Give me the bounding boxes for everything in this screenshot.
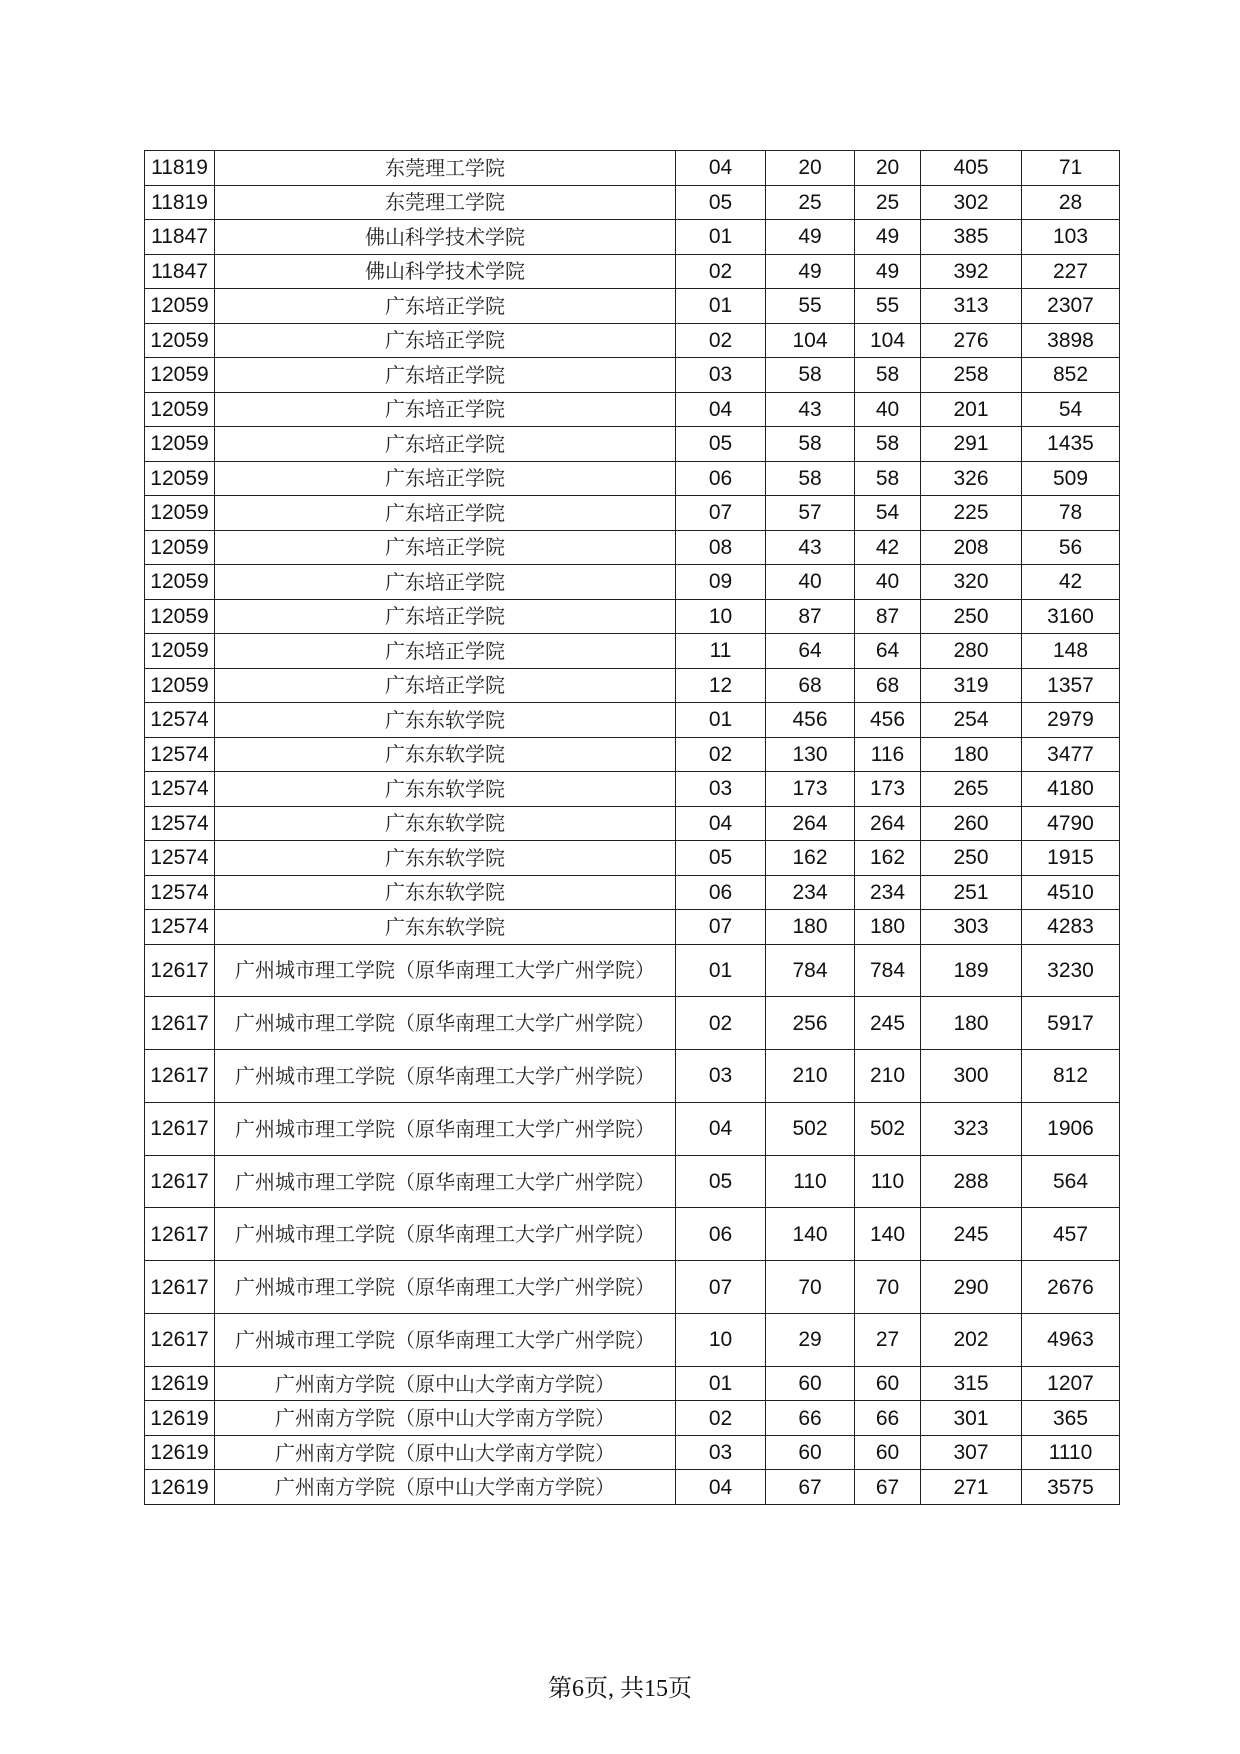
school-name-cell: 广东东软学院 [215,772,676,807]
admitted-count-cell: 234 [855,875,921,910]
admitted-count-cell: 502 [855,1102,921,1155]
plan-count-cell: 43 [766,530,855,565]
admitted-count-cell: 210 [855,1050,921,1103]
table-row [145,1401,1120,1436]
table-row [145,1314,1120,1367]
table-row [145,461,1120,496]
school-name-cell: 广东东软学院 [215,910,676,945]
school-code-cell: 12059 [145,392,215,427]
admitted-count-cell: 54 [855,496,921,531]
admitted-count-cell: 784 [855,944,921,997]
min-score-cell: 225 [921,496,1022,531]
school-name-cell: 广东培正学院 [215,461,676,496]
min-rank-cell: 54 [1022,392,1120,427]
plan-count-cell: 234 [766,875,855,910]
admitted-count-cell: 58 [855,427,921,462]
school-code-cell: 12059 [145,565,215,600]
min-rank-cell: 227 [1022,254,1120,289]
table-row [145,323,1120,358]
min-rank-cell: 1207 [1022,1366,1120,1401]
table-body [145,151,1120,1505]
school-name-cell: 广州城市理工学院（原华南理工大学广州学院） [215,1102,676,1155]
admitted-count-cell: 55 [855,289,921,324]
min-score-cell: 250 [921,599,1022,634]
school-code-cell: 12617 [145,1050,215,1103]
school-code-cell: 12059 [145,289,215,324]
school-code-cell: 12574 [145,910,215,945]
min-score-cell: 260 [921,806,1022,841]
school-code-cell: 12059 [145,358,215,393]
min-score-cell: 202 [921,1314,1022,1367]
table-row [145,910,1120,945]
admitted-count-cell: 40 [855,392,921,427]
group-code-cell: 07 [676,1261,766,1314]
plan-count-cell: 58 [766,461,855,496]
admitted-count-cell: 87 [855,599,921,634]
min-score-cell: 180 [921,737,1022,772]
min-rank-cell: 852 [1022,358,1120,393]
school-name-cell: 广东培正学院 [215,530,676,565]
admitted-count-cell: 60 [855,1366,921,1401]
school-name-cell: 广州城市理工学院（原华南理工大学广州学院） [215,997,676,1050]
plan-count-cell: 173 [766,772,855,807]
school-name-cell: 广州城市理工学院（原华南理工大学广州学院） [215,1208,676,1261]
group-code-cell: 04 [676,151,766,186]
school-code-cell: 11819 [145,151,215,186]
min-score-cell: 301 [921,1401,1022,1436]
min-score-cell: 251 [921,875,1022,910]
table-row [145,772,1120,807]
group-code-cell: 03 [676,772,766,807]
plan-count-cell: 502 [766,1102,855,1155]
min-rank-cell: 457 [1022,1208,1120,1261]
min-rank-cell: 812 [1022,1050,1120,1103]
min-score-cell: 303 [921,910,1022,945]
school-code-cell: 11819 [145,185,215,220]
table-row [145,220,1120,255]
group-code-cell: 01 [676,289,766,324]
group-code-cell: 11 [676,634,766,669]
admission-table [144,150,1120,1505]
admitted-count-cell: 40 [855,565,921,600]
plan-count-cell: 210 [766,1050,855,1103]
school-code-cell: 12617 [145,1261,215,1314]
plan-count-cell: 456 [766,703,855,738]
min-rank-cell: 2307 [1022,289,1120,324]
group-code-cell: 04 [676,806,766,841]
table-row [145,1470,1120,1505]
group-code-cell: 07 [676,496,766,531]
school-code-cell: 12059 [145,634,215,669]
plan-count-cell: 29 [766,1314,855,1367]
group-code-cell: 03 [676,358,766,393]
table-row [145,530,1120,565]
plan-count-cell: 64 [766,634,855,669]
admitted-count-cell: 110 [855,1155,921,1208]
group-code-cell: 06 [676,461,766,496]
group-code-cell: 03 [676,1050,766,1103]
admitted-count-cell: 245 [855,997,921,1050]
min-rank-cell: 3160 [1022,599,1120,634]
table-row [145,427,1120,462]
admitted-count-cell: 25 [855,185,921,220]
school-name-cell: 广州城市理工学院（原华南理工大学广州学院） [215,1155,676,1208]
plan-count-cell: 256 [766,997,855,1050]
admitted-count-cell: 116 [855,737,921,772]
admitted-count-cell: 49 [855,220,921,255]
group-code-cell: 01 [676,703,766,738]
school-code-cell: 12617 [145,1208,215,1261]
admitted-count-cell: 70 [855,1261,921,1314]
school-name-cell: 广东东软学院 [215,703,676,738]
min-rank-cell: 564 [1022,1155,1120,1208]
school-name-cell: 东莞理工学院 [215,185,676,220]
group-code-cell: 02 [676,254,766,289]
min-rank-cell: 4510 [1022,875,1120,910]
min-rank-cell: 2676 [1022,1261,1120,1314]
admitted-count-cell: 180 [855,910,921,945]
min-rank-cell: 56 [1022,530,1120,565]
school-name-cell: 广州城市理工学院（原华南理工大学广州学院） [215,1261,676,1314]
group-code-cell: 10 [676,1314,766,1367]
school-name-cell: 广东培正学院 [215,358,676,393]
school-code-cell: 12617 [145,1314,215,1367]
group-code-cell: 02 [676,737,766,772]
table-row [145,997,1120,1050]
school-name-cell: 广东培正学院 [215,599,676,634]
min-score-cell: 307 [921,1435,1022,1470]
min-rank-cell: 4180 [1022,772,1120,807]
min-rank-cell: 78 [1022,496,1120,531]
admitted-count-cell: 140 [855,1208,921,1261]
school-code-cell: 12619 [145,1366,215,1401]
admitted-count-cell: 58 [855,358,921,393]
school-name-cell: 广东培正学院 [215,392,676,427]
table-row [145,1208,1120,1261]
plan-count-cell: 55 [766,289,855,324]
admitted-count-cell: 64 [855,634,921,669]
school-name-cell: 广东培正学院 [215,289,676,324]
table-row [145,875,1120,910]
admitted-count-cell: 173 [855,772,921,807]
school-name-cell: 广东培正学院 [215,496,676,531]
min-rank-cell: 3477 [1022,737,1120,772]
min-score-cell: 265 [921,772,1022,807]
group-code-cell: 04 [676,392,766,427]
school-name-cell: 广东培正学院 [215,634,676,669]
table-row [145,668,1120,703]
school-name-cell: 广州南方学院（原中山大学南方学院） [215,1401,676,1436]
min-rank-cell: 2979 [1022,703,1120,738]
school-name-cell: 广东东软学院 [215,875,676,910]
school-code-cell: 12574 [145,772,215,807]
plan-count-cell: 60 [766,1366,855,1401]
plan-count-cell: 68 [766,668,855,703]
table-row [145,1435,1120,1470]
school-name-cell: 广州城市理工学院（原华南理工大学广州学院） [215,1314,676,1367]
plan-count-cell: 104 [766,323,855,358]
school-code-cell: 12617 [145,1155,215,1208]
min-score-cell: 208 [921,530,1022,565]
group-code-cell: 01 [676,220,766,255]
school-name-cell: 广东东软学院 [215,806,676,841]
school-name-cell: 广东培正学院 [215,323,676,358]
school-name-cell: 广州南方学院（原中山大学南方学院） [215,1470,676,1505]
table-row [145,1102,1120,1155]
plan-count-cell: 25 [766,185,855,220]
group-code-cell: 06 [676,1208,766,1261]
min-score-cell: 291 [921,427,1022,462]
school-code-cell: 12574 [145,875,215,910]
school-name-cell: 广州城市理工学院（原华南理工大学广州学院） [215,1050,676,1103]
school-name-cell: 广州南方学院（原中山大学南方学院） [215,1366,676,1401]
admission-table-container [144,150,1119,1505]
school-code-cell: 12617 [145,944,215,997]
table-row [145,289,1120,324]
school-name-cell: 东莞理工学院 [215,151,676,186]
min-score-cell: 290 [921,1261,1022,1314]
min-score-cell: 180 [921,997,1022,1050]
table-row [145,841,1120,876]
min-score-cell: 326 [921,461,1022,496]
school-code-cell: 12617 [145,1102,215,1155]
admitted-count-cell: 49 [855,254,921,289]
min-score-cell: 319 [921,668,1022,703]
table-row [145,496,1120,531]
min-rank-cell: 1435 [1022,427,1120,462]
min-score-cell: 201 [921,392,1022,427]
plan-count-cell: 87 [766,599,855,634]
min-rank-cell: 5917 [1022,997,1120,1050]
plan-count-cell: 58 [766,358,855,393]
group-code-cell: 02 [676,997,766,1050]
school-name-cell: 广州南方学院（原中山大学南方学院） [215,1435,676,1470]
table-row [145,151,1120,186]
group-code-cell: 04 [676,1102,766,1155]
min-rank-cell: 3898 [1022,323,1120,358]
group-code-cell: 02 [676,323,766,358]
group-code-cell: 06 [676,875,766,910]
min-score-cell: 258 [921,358,1022,393]
school-code-cell: 12574 [145,841,215,876]
school-name-cell: 广东培正学院 [215,427,676,462]
group-code-cell: 01 [676,944,766,997]
table-row [145,1261,1120,1314]
min-rank-cell: 1110 [1022,1435,1120,1470]
min-rank-cell: 4790 [1022,806,1120,841]
table-row [145,1155,1120,1208]
group-code-cell: 04 [676,1470,766,1505]
table-row [145,634,1120,669]
table-row [145,599,1120,634]
min-score-cell: 245 [921,1208,1022,1261]
min-score-cell: 323 [921,1102,1022,1155]
min-rank-cell: 3230 [1022,944,1120,997]
plan-count-cell: 49 [766,254,855,289]
school-code-cell: 12059 [145,530,215,565]
school-code-cell: 12574 [145,806,215,841]
table-row [145,185,1120,220]
min-score-cell: 392 [921,254,1022,289]
school-name-cell: 广东东软学院 [215,841,676,876]
group-code-cell: 07 [676,910,766,945]
plan-count-cell: 180 [766,910,855,945]
plan-count-cell: 49 [766,220,855,255]
min-score-cell: 271 [921,1470,1022,1505]
min-rank-cell: 4283 [1022,910,1120,945]
school-code-cell: 12617 [145,997,215,1050]
plan-count-cell: 784 [766,944,855,997]
admitted-count-cell: 68 [855,668,921,703]
min-rank-cell: 1915 [1022,841,1120,876]
min-score-cell: 315 [921,1366,1022,1401]
group-code-cell: 03 [676,1435,766,1470]
admitted-count-cell: 67 [855,1470,921,1505]
min-score-cell: 280 [921,634,1022,669]
table-row [145,737,1120,772]
plan-count-cell: 67 [766,1470,855,1505]
school-name-cell: 广东东软学院 [215,737,676,772]
plan-count-cell: 40 [766,565,855,600]
min-rank-cell: 1357 [1022,668,1120,703]
min-score-cell: 320 [921,565,1022,600]
min-score-cell: 276 [921,323,1022,358]
school-name-cell: 广东培正学院 [215,668,676,703]
table-row [145,1050,1120,1103]
min-score-cell: 300 [921,1050,1022,1103]
table-row [145,1366,1120,1401]
min-rank-cell: 42 [1022,565,1120,600]
group-code-cell: 12 [676,668,766,703]
admitted-count-cell: 27 [855,1314,921,1367]
min-rank-cell: 509 [1022,461,1120,496]
plan-count-cell: 20 [766,151,855,186]
group-code-cell: 09 [676,565,766,600]
school-code-cell: 12574 [145,737,215,772]
group-code-cell: 01 [676,1366,766,1401]
table-row [145,358,1120,393]
plan-count-cell: 264 [766,806,855,841]
school-name-cell: 佛山科学技术学院 [215,254,676,289]
plan-count-cell: 70 [766,1261,855,1314]
min-rank-cell: 28 [1022,185,1120,220]
plan-count-cell: 162 [766,841,855,876]
school-code-cell: 12059 [145,668,215,703]
plan-count-cell: 110 [766,1155,855,1208]
admitted-count-cell: 42 [855,530,921,565]
min-rank-cell: 103 [1022,220,1120,255]
min-score-cell: 254 [921,703,1022,738]
group-code-cell: 02 [676,1401,766,1436]
admitted-count-cell: 66 [855,1401,921,1436]
school-code-cell: 11847 [145,254,215,289]
group-code-cell: 10 [676,599,766,634]
school-code-cell: 12059 [145,427,215,462]
min-score-cell: 405 [921,151,1022,186]
admitted-count-cell: 58 [855,461,921,496]
min-score-cell: 385 [921,220,1022,255]
plan-count-cell: 43 [766,392,855,427]
min-rank-cell: 3575 [1022,1470,1120,1505]
plan-count-cell: 57 [766,496,855,531]
school-code-cell: 12619 [145,1435,215,1470]
school-code-cell: 12619 [145,1401,215,1436]
table-row [145,944,1120,997]
school-code-cell: 12059 [145,496,215,531]
group-code-cell: 05 [676,427,766,462]
min-rank-cell: 148 [1022,634,1120,669]
min-score-cell: 250 [921,841,1022,876]
table-row [145,392,1120,427]
table-row [145,565,1120,600]
min-rank-cell: 1906 [1022,1102,1120,1155]
school-name-cell: 广州城市理工学院（原华南理工大学广州学院） [215,944,676,997]
admitted-count-cell: 162 [855,841,921,876]
school-code-cell: 12619 [145,1470,215,1505]
table-row [145,806,1120,841]
min-rank-cell: 4963 [1022,1314,1120,1367]
min-score-cell: 189 [921,944,1022,997]
admitted-count-cell: 60 [855,1435,921,1470]
school-code-cell: 11847 [145,220,215,255]
table-row [145,703,1120,738]
min-rank-cell: 71 [1022,151,1120,186]
plan-count-cell: 66 [766,1401,855,1436]
group-code-cell: 05 [676,185,766,220]
school-code-cell: 12059 [145,599,215,634]
plan-count-cell: 58 [766,427,855,462]
table-row [145,254,1120,289]
plan-count-cell: 60 [766,1435,855,1470]
min-rank-cell: 365 [1022,1401,1120,1436]
min-score-cell: 302 [921,185,1022,220]
page-number-footer: 第6页, 共15页 [548,1676,692,1702]
school-code-cell: 12059 [145,461,215,496]
school-name-cell: 广东培正学院 [215,565,676,600]
group-code-cell: 05 [676,1155,766,1208]
min-score-cell: 313 [921,289,1022,324]
group-code-cell: 05 [676,841,766,876]
admitted-count-cell: 20 [855,151,921,186]
group-code-cell: 08 [676,530,766,565]
school-name-cell: 佛山科学技术学院 [215,220,676,255]
admitted-count-cell: 264 [855,806,921,841]
school-code-cell: 12574 [145,703,215,738]
school-code-cell: 12059 [145,323,215,358]
min-score-cell: 288 [921,1155,1022,1208]
admitted-count-cell: 104 [855,323,921,358]
plan-count-cell: 130 [766,737,855,772]
admitted-count-cell: 456 [855,703,921,738]
plan-count-cell: 140 [766,1208,855,1261]
